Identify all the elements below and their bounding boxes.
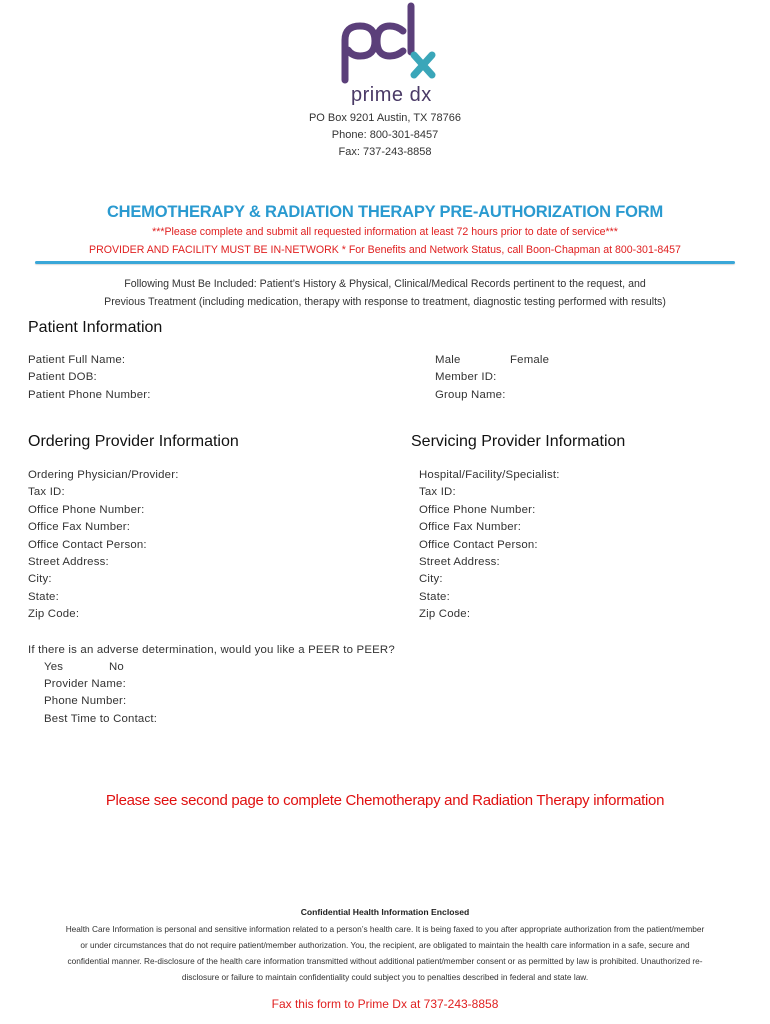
ordering-tax-id-field[interactable]: Tax ID: [28, 486, 65, 499]
form-title: CHEMOTHERAPY & RADIATION THERAPY PRE-AUTHORIZATION FORM [106, 203, 664, 221]
address-line: PO Box 9201 Austin, TX 78766 [308, 112, 462, 124]
confidential-line: confidential manner. Re-disclosure of the health care information transmitted without additional patient/member consent or as permitted by law is prohibited. Unauthorized re- [67, 956, 703, 966]
peer-fields [44, 676, 157, 728]
patient-phone-field[interactable]: Patient Phone Number: [28, 388, 151, 401]
male-option[interactable]: Male [435, 354, 461, 366]
patient-info-heading: Patient Information [28, 319, 163, 336]
fax-line: Fax: 737-243-8858 [338, 146, 432, 158]
brand-name: prime dx [351, 84, 432, 106]
ordering-office-phone-field[interactable]: Office Phone Number: [28, 503, 145, 516]
ordering-physician-field[interactable]: Ordering Physician/Provider: [28, 469, 179, 481]
title-divider [35, 261, 735, 264]
ordering-office-fax-field[interactable]: Office Fax Number: [28, 521, 131, 534]
intro-text [0, 275, 770, 311]
servicing-provider-fields [419, 467, 560, 624]
female-option[interactable]: Female [510, 354, 550, 366]
fax-instruction-footer: Fax this form to Prime Dx at 737-243-8858 [271, 997, 499, 1011]
servicing-office-fax-field[interactable]: Office Fax Number: [419, 521, 522, 534]
servicing-facility-field[interactable]: Hospital/Facility/Specialist: [419, 469, 560, 481]
servicing-city-field[interactable]: City: [419, 573, 443, 586]
confidential-title: Confidential Health Information Enclosed [300, 907, 470, 917]
peer-phone-number-field[interactable]: Phone Number: [44, 695, 127, 708]
second-page-notice: Please see second page to complete Chemotherapy and Radiation Therapy information [105, 792, 665, 809]
patient-right-fields [435, 369, 506, 404]
servicing-state-field[interactable]: State: [419, 590, 450, 603]
group-name-field[interactable]: Group Name: [435, 388, 506, 401]
submission-notice: ***Please complete and submit all requested information at least 72 hours prior to date of service*** [152, 226, 618, 238]
servicing-provider-heading: Servicing Provider Information [411, 433, 626, 450]
patient-left-fields [28, 352, 151, 404]
intro-line: Following Must Be Included: Patient’s History & Physical, Clinical/Medical Records pertinent to the request, and [124, 278, 646, 290]
network-notice: PROVIDER AND FACILITY MUST BE IN-NETWORK * For Benefits and Network Status, call Boon-Chapman at 800-301-8457 [89, 244, 681, 256]
ordering-contact-person-field[interactable]: Office Contact Person: [28, 538, 147, 551]
member-id-field[interactable]: Member ID: [435, 371, 497, 384]
ordering-street-address-field[interactable]: Street Address: [28, 555, 109, 568]
address-block [0, 110, 770, 161]
ordering-provider-fields [28, 467, 179, 624]
phone-line: Phone: 800-301-8457 [331, 129, 439, 141]
peer-best-time-field[interactable]: Best Time to Contact: [44, 712, 158, 725]
ordering-zip-field[interactable]: Zip Code: [28, 608, 80, 621]
servicing-tax-id-field[interactable]: Tax ID: [419, 486, 456, 499]
confidential-body [0, 921, 770, 985]
prime-dx-logo [333, 0, 443, 110]
peer-provider-name-field[interactable]: Provider Name: [44, 678, 126, 690]
servicing-office-phone-field[interactable]: Office Phone Number: [419, 503, 536, 516]
ordering-city-field[interactable]: City: [28, 573, 52, 586]
servicing-zip-field[interactable]: Zip Code: [419, 608, 471, 621]
confidential-line: or under circumstances that do not require patient/member authorization. You, the recipient, are obligated to maintain the health care information in a safe, secure and [80, 940, 690, 950]
servicing-contact-person-field[interactable]: Office Contact Person: [419, 538, 538, 551]
ordering-provider-heading: Ordering Provider Information [28, 433, 239, 450]
peer-yes-option[interactable]: Yes [44, 661, 64, 673]
servicing-street-address-field[interactable]: Street Address: [419, 555, 500, 568]
intro-line: Previous Treatment (including medication, therapy with response to treatment, diagnostic testing performed with results) [104, 296, 666, 308]
patient-name-field[interactable]: Patient Full Name: [28, 354, 126, 366]
peer-to-peer-question: If there is an adverse determination, would you like a PEER to PEER? [28, 644, 395, 656]
confidential-line: Health Care Information is personal and sensitive information related to a person’s health care. It is being faxed to you after appropriate authorization from the patient/member [65, 924, 705, 934]
peer-no-option[interactable]: No [109, 661, 124, 673]
ordering-state-field[interactable]: State: [28, 590, 59, 603]
patient-dob-field[interactable]: Patient DOB: [28, 371, 97, 384]
confidential-line: disclosure or failure to maintain confidentiality could subject you to penalties described in federal and state law. [181, 972, 589, 982]
